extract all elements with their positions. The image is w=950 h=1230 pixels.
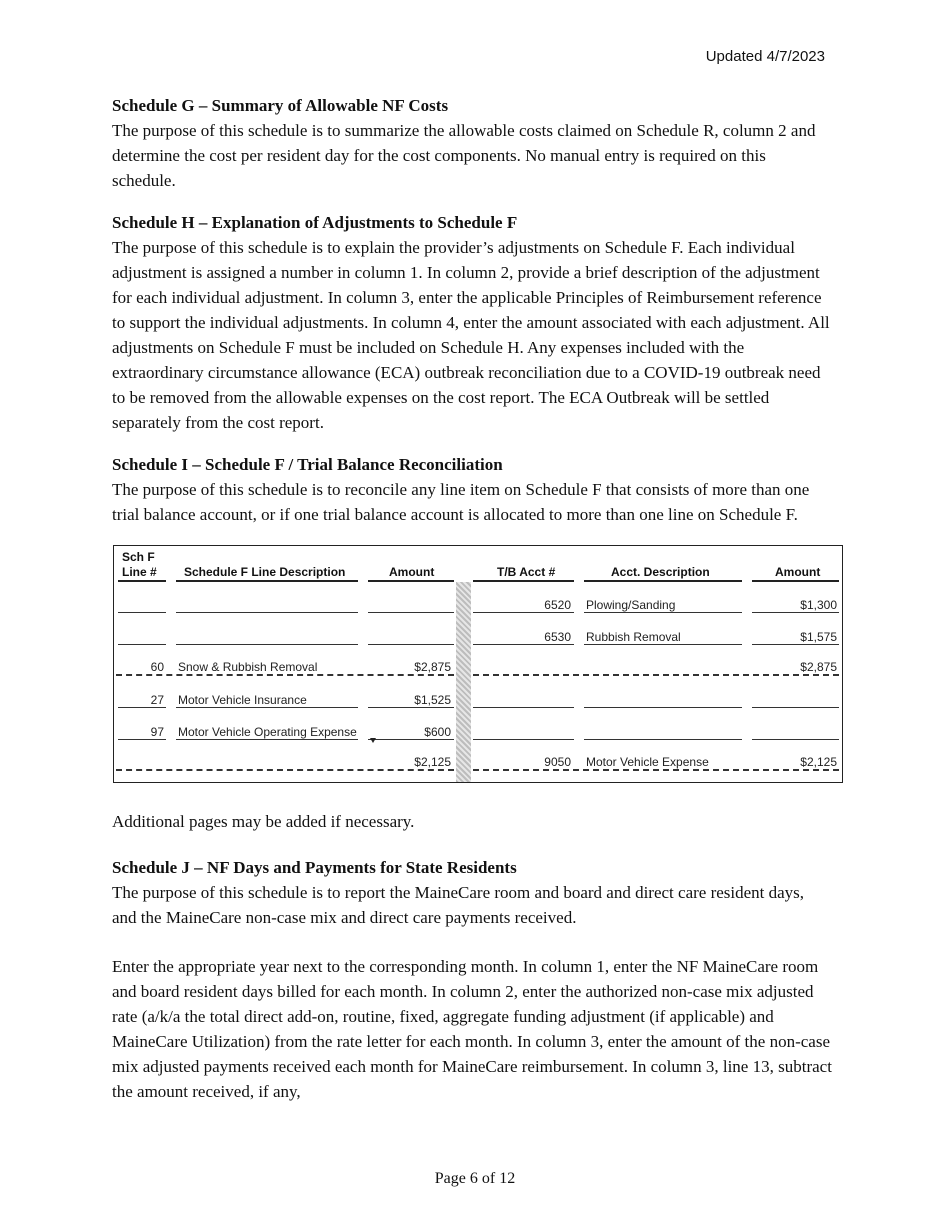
subtotal-dashed-rule: [116, 674, 454, 676]
table-row-5-amount: $600: [424, 725, 451, 739]
header-amount: Amount: [389, 565, 435, 579]
cell-underline: [584, 612, 742, 613]
table-row-5-line: 97: [150, 725, 164, 739]
schedule-h-paragraph: The purpose of this schedule is to explain the provider’s adjustments on Schedule F. Each individual adjustment is assigned a number in column 1. In column 2, provide a brief description of the adjustment for each individual adjustment. In column 3, enter the applicable Principles of Reimbursement reference to support the individual adjustments. In column 4, enter the amount associated with each adjustment. All adjustments on Schedule F must be included on Schedule H. Any expenses included with the extraordinary circumstance allowance (ECA) outbreak reconciliation due to a COVID-19 outbreak need to be removed from the allowable expenses on the cost report. The ECA Outbreak will be settled separately from the cost report.: [112, 238, 830, 432]
table-row-3-amount2: $2,875: [800, 660, 837, 674]
table-row-3-line: 60: [150, 660, 164, 674]
header-rule: [752, 580, 839, 582]
schedule-j-section: [112, 856, 832, 1104]
table-row-3-desc: Snow & Rubbish Removal: [178, 660, 318, 674]
table-row-6-acct: 9050: [544, 755, 571, 769]
table-row-5-desc: Motor Vehicle Operating Expense: [178, 725, 357, 739]
arrow-marker-icon: [370, 738, 376, 743]
cell-underline: [584, 739, 742, 740]
total-dashed-rule: [473, 769, 839, 771]
table-row-3-amount: $2,875: [414, 660, 451, 674]
header-tb-acct: T/B Acct #: [497, 565, 556, 579]
header-rule: [176, 580, 358, 582]
header-rule: [584, 580, 742, 582]
cell-underline: [368, 612, 454, 613]
updated-date: Updated 4/7/2023: [705, 48, 825, 65]
header-sch-f: Sch F: [122, 550, 155, 564]
page-content: [112, 94, 837, 1122]
header-line-description: Schedule F Line Description: [184, 565, 346, 579]
cell-underline: [584, 644, 742, 645]
cell-underline: [176, 707, 358, 708]
cell-underline: [473, 739, 574, 740]
table-row-2-acct: 6530: [544, 630, 571, 644]
cell-underline: [584, 707, 742, 708]
cell-underline: [118, 707, 166, 708]
cell-underline: [752, 739, 839, 740]
cell-underline: [752, 612, 839, 613]
schedule-h-heading: Schedule H – Explanation of Adjustments to Schedule F: [112, 213, 518, 232]
cell-underline: [176, 612, 358, 613]
schedule-i-heading: Schedule I – Schedule F / Trial Balance Reconciliation: [112, 455, 503, 474]
cell-underline: [118, 644, 166, 645]
schedule-h-section: [112, 211, 832, 435]
schedule-i-paragraph: The purpose of this schedule is to reconcile any line item on Schedule F that consists of more than one trial balance account, or if one trial balance account is allocated to more than one line on Schedule F.: [112, 480, 810, 524]
cell-underline: [368, 739, 454, 740]
header-acct-description: Acct. Description: [611, 565, 710, 579]
table-row-6-acct-desc: Motor Vehicle Expense: [586, 755, 709, 769]
cell-underline: [473, 707, 574, 708]
subtotal-dashed-rule: [473, 674, 839, 676]
table-row-1-acct: 6520: [544, 598, 571, 612]
header-rule: [473, 580, 574, 582]
table-row-1-acct-desc: Plowing/Sanding: [586, 598, 676, 612]
table-row-2-amount2: $1,575: [800, 630, 837, 644]
table-row-4-amount: $1,525: [414, 693, 451, 707]
column-separator: [456, 582, 471, 782]
schedule-g-paragraph: The purpose of this schedule is to summarize the allowable costs claimed on Schedule R, column 2 and determine the cost per resident day for the cost components. No manual entry is required on this schedule.: [112, 121, 816, 190]
schedule-j-paragraph-1: The purpose of this schedule is to report the MaineCare room and board and direct care resident days, and the MaineCare non-case mix and direct care payments received.: [112, 883, 805, 927]
schedule-i-section: [112, 453, 832, 527]
header-line-number: Line #: [122, 565, 157, 579]
schedule-g-section: [112, 94, 832, 193]
table-row-6-amount: $2,125: [414, 755, 451, 769]
schedule-g-heading: Schedule G – Summary of Allowable NF Costs: [112, 96, 449, 115]
schedule-j-paragraph-2: Enter the appropriate year next to the corresponding month. In column 1, enter the NF MaineCare room and board resident days billed for each month. In column 2, enter the authorized non-case mix adjusted rate (a/k/a the total direct add-on, routine, fixed, aggregate funding adjustment (if applicable) and MaineCare Utilization) from the rate letter for each month. In column 3, enter the amount of the non-case mix adjusted payments received each month for MaineCare reimbursement. In column 3, line 13, subtract the amount received, if any,: [112, 957, 832, 1101]
cell-underline: [752, 707, 839, 708]
table-row-1-amount2: $1,300: [800, 598, 837, 612]
header-rule: [368, 580, 454, 582]
cell-underline: [118, 612, 166, 613]
cell-underline: [176, 739, 358, 740]
page-number: Page 6 of 12: [434, 1170, 516, 1187]
cell-underline: [752, 644, 839, 645]
cell-underline: [118, 739, 166, 740]
cell-underline: [176, 644, 358, 645]
header-amount-2: Amount: [775, 565, 821, 579]
reconciliation-example-table: [113, 545, 843, 783]
cell-underline: [473, 612, 574, 613]
table-row-6-amount2: $2,125: [800, 755, 837, 769]
table-row-2-acct-desc: Rubbish Removal: [586, 630, 681, 644]
cell-underline: [368, 707, 454, 708]
cell-underline: [473, 644, 574, 645]
table-row-4-line: 27: [150, 693, 164, 707]
header-rule: [118, 580, 166, 582]
total-dashed-rule: [116, 769, 454, 771]
schedule-j-heading: Schedule J – NF Days and Payments for State Residents: [112, 858, 517, 877]
cell-underline: [368, 644, 454, 645]
table-row-4-desc: Motor Vehicle Insurance: [178, 693, 307, 707]
additional-pages-note: Additional pages may be added if necessary.: [112, 812, 415, 831]
